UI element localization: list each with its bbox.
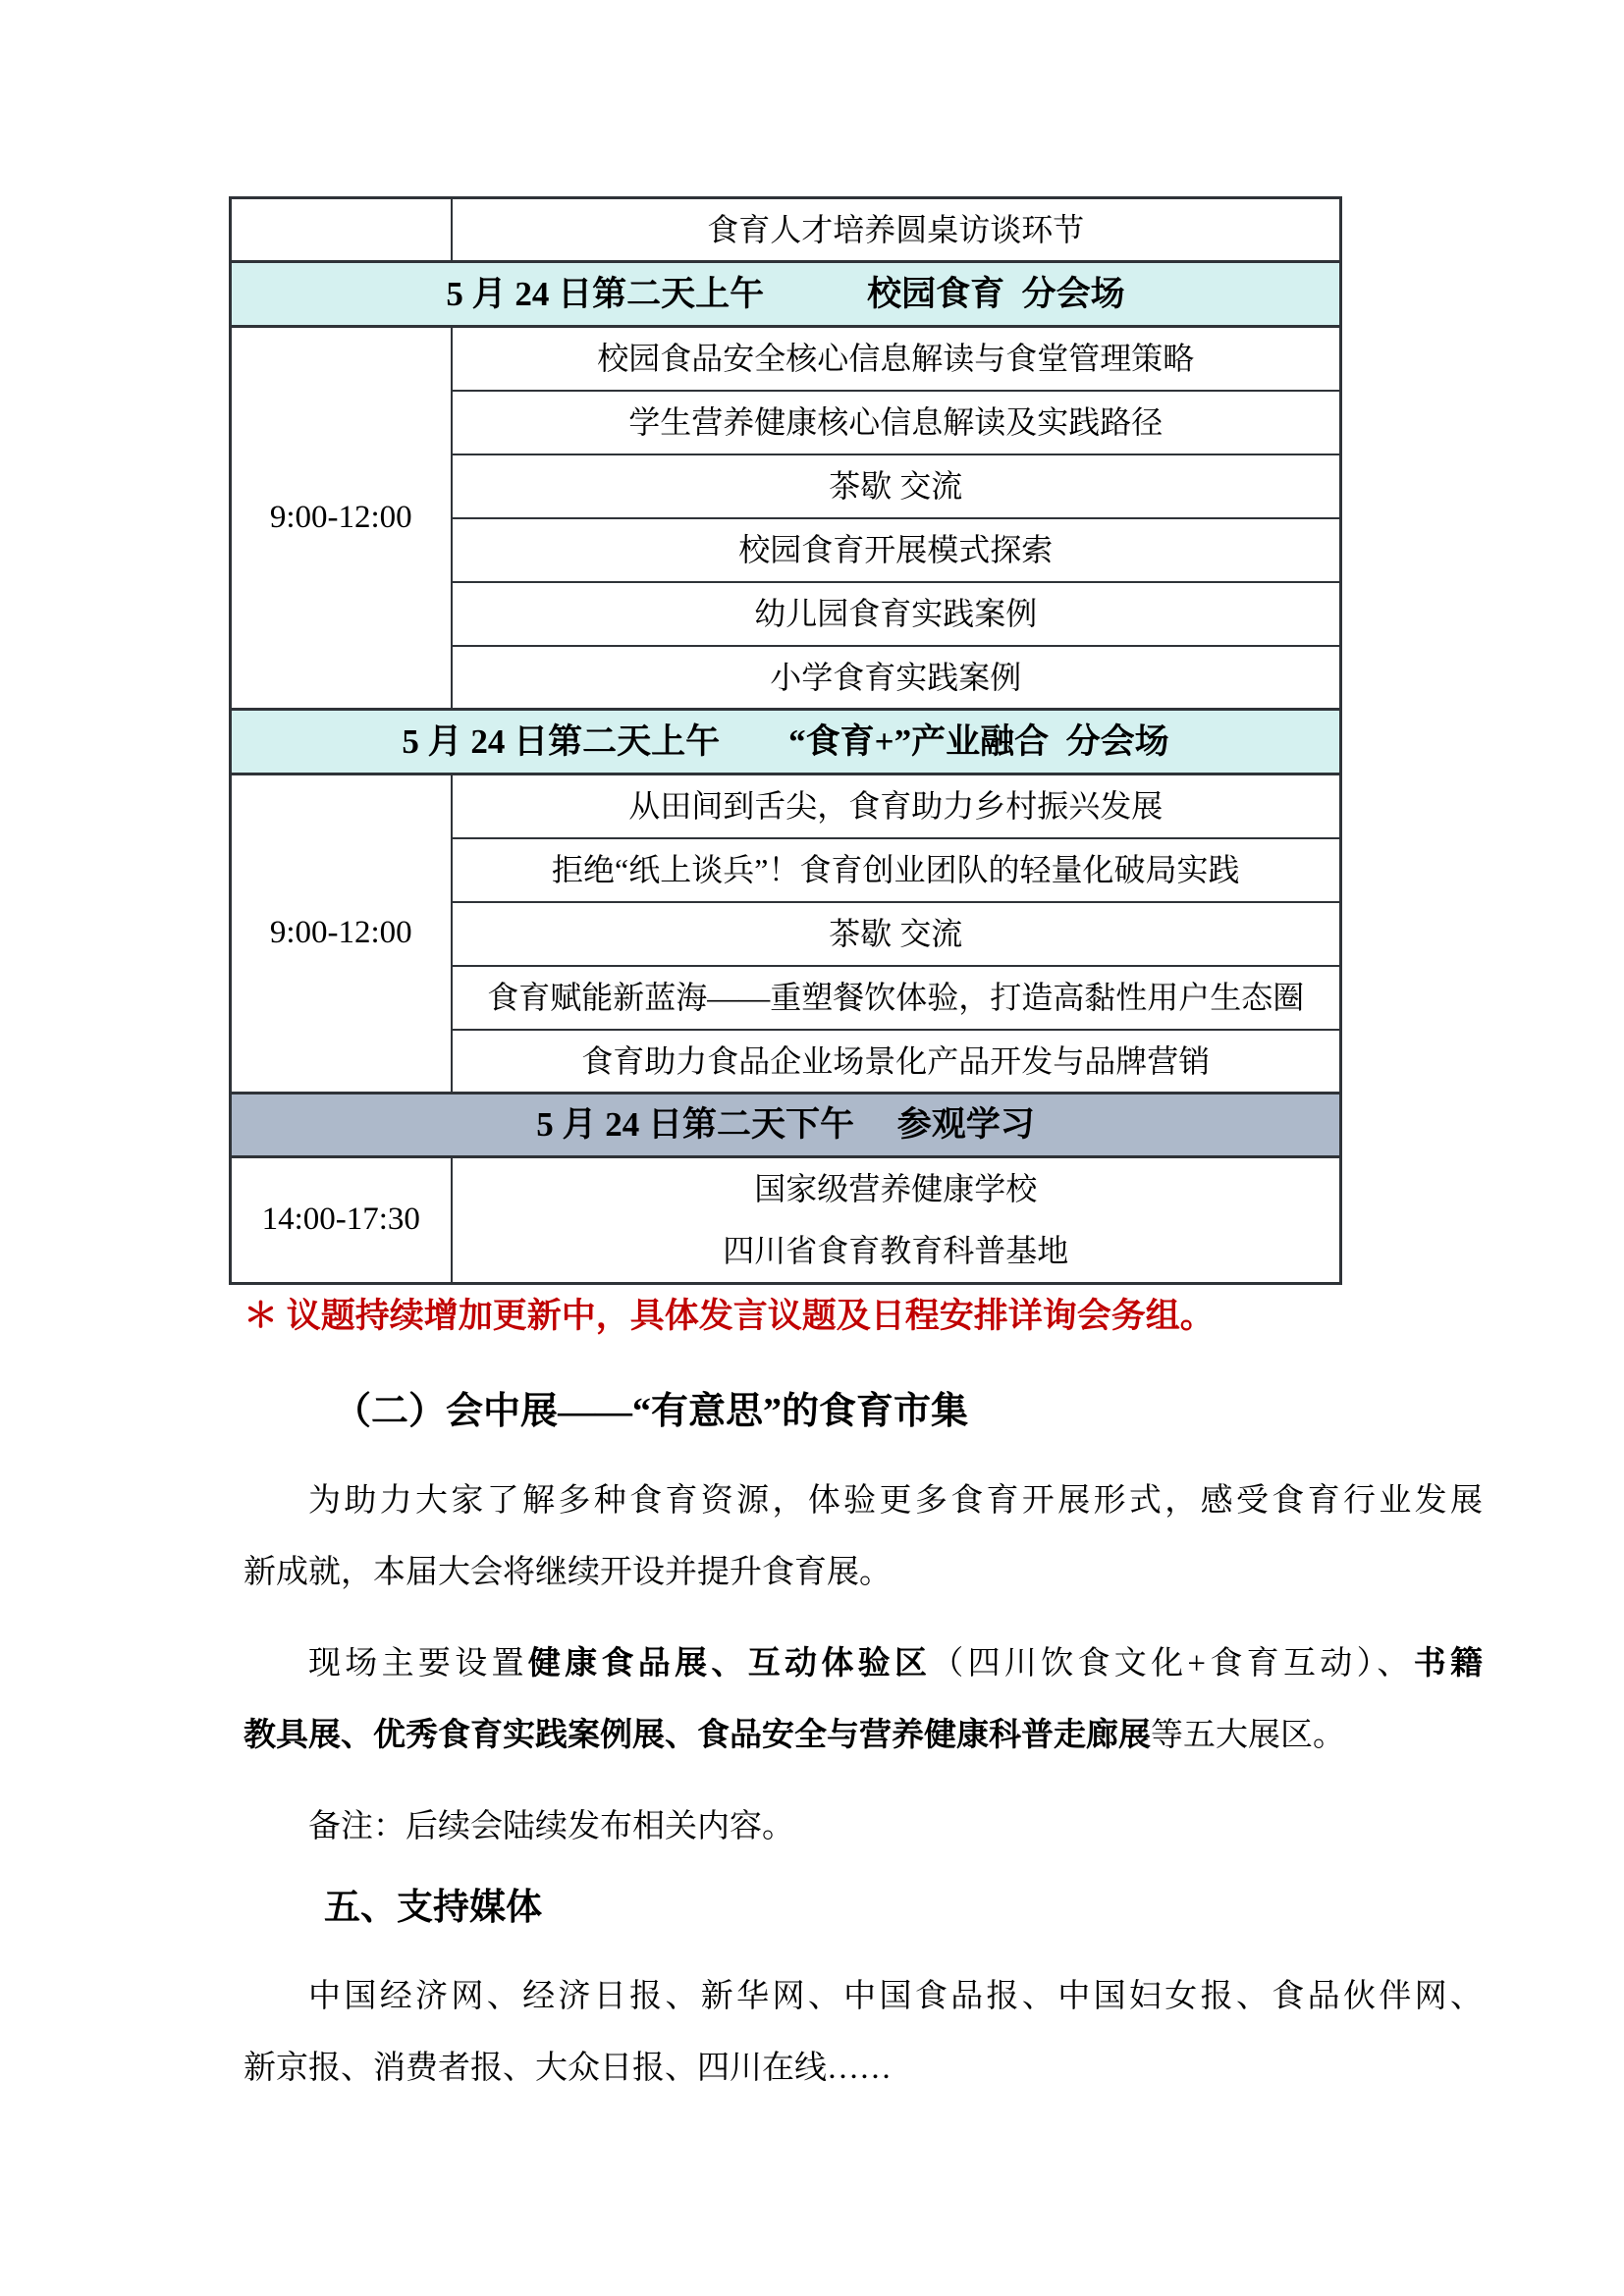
topic-cell: 小学食育实践案例 <box>452 646 1341 710</box>
text-segment: 现场主要设置 <box>308 1646 528 1682</box>
topic-cell: 幼儿园食育实践案例 <box>452 582 1341 646</box>
topic-cell: 食育赋能新蓝海——重塑餐饮体验，打造高黏性用户生态圈 <box>452 966 1341 1030</box>
media-list-paragraph <box>244 1961 1483 2105</box>
session1-header: 5 月 24 日第二天上午 校园食育 分会场 <box>231 262 1341 327</box>
topic-cell: 食育助力食品企业场景化产品开发与品牌营销 <box>452 1030 1341 1094</box>
session1-time-cell: 9:00-12:00 <box>231 327 452 710</box>
paragraph-line <box>244 1700 1483 1772</box>
table-row <box>231 1157 1341 1284</box>
visit-line: 国家级营养健康学校 <box>754 1171 1038 1206</box>
topic-cell: 从田间到舌尖，食育助力乡村振兴发展 <box>452 774 1341 838</box>
topic-cell: 校园食品安全核心信息解读与食堂管理策略 <box>452 327 1341 391</box>
agenda-update-note: ＊ 议题持续增加更新中，具体发言议题及日程安排详询会务组。 <box>244 1297 1215 1335</box>
visit-topics-cell <box>452 1157 1341 1284</box>
text-segment: （四川饮食文化+食育互动）、 <box>931 1646 1414 1682</box>
session3-time-cell: 14:00-17:30 <box>231 1157 452 1284</box>
schedule-table <box>229 196 1342 1285</box>
paragraph-line <box>244 1629 1483 1700</box>
topic-cell: 食育人才培养圆桌访谈环节 <box>452 198 1341 262</box>
text-segment-bold: 书籍 <box>1413 1646 1484 1682</box>
topic-cell: 拒绝“纸上谈兵”！食育创业团队的轻量化破局实践 <box>452 838 1341 902</box>
exhibition-section-heading: （二）会中展——“有意思”的食育市集 <box>334 1391 969 1432</box>
paragraph-line: 中国经济网、经济日报、新华网、中国食品报、中国妇女报、食品伙伴网、 <box>308 1979 1483 2014</box>
session1-header-row <box>231 262 1341 327</box>
topic-cell: 校园食育开展模式探索 <box>452 518 1341 582</box>
paragraph-line: 为助力大家了解多种食育资源，体验更多食育开展形式，感受食育行业发展 <box>308 1483 1483 1519</box>
session3-header-row <box>231 1094 1341 1157</box>
paragraph-line: 新京报、消费者报、大众日报、四川在线…… <box>244 2051 892 2086</box>
remark-line: 备注：后续会陆续发布相关内容。 <box>308 1809 794 1844</box>
empty-time-cell <box>231 198 452 262</box>
exhibition-paragraph-2 <box>244 1629 1483 1772</box>
session2-header: 5 月 24 日第二天上午 “食育+”产业融合 分会场 <box>231 710 1341 774</box>
topic-cell: 茶歇 交流 <box>452 454 1341 518</box>
table-row <box>231 198 1341 262</box>
exhibition-paragraph-1 <box>244 1466 1483 1609</box>
session2-header-row <box>231 710 1341 774</box>
text-segment-bold: 健康食品展、互动体验区 <box>527 1646 932 1682</box>
table-row <box>231 327 1341 391</box>
paragraph-line: 新成就，本届大会将继续开设并提升食育展。 <box>244 1555 892 1590</box>
table-row <box>231 774 1341 838</box>
media-section-heading: 五、支持媒体 <box>324 1888 542 1928</box>
text-segment: 等五大展区。 <box>1151 1718 1345 1753</box>
visit-line: 四川省食育教育科普基地 <box>723 1233 1069 1268</box>
topic-cell: 茶歇 交流 <box>452 902 1341 966</box>
session2-time-cell: 9:00-12:00 <box>231 774 452 1094</box>
topic-cell: 学生营养健康核心信息解读及实践路径 <box>452 391 1341 454</box>
text-segment-bold: 教具展、优秀食育实践案例展、食品安全与营养健康科普走廊展 <box>244 1718 1151 1753</box>
session3-header: 5 月 24 日第二天下午 参观学习 <box>231 1094 1341 1157</box>
